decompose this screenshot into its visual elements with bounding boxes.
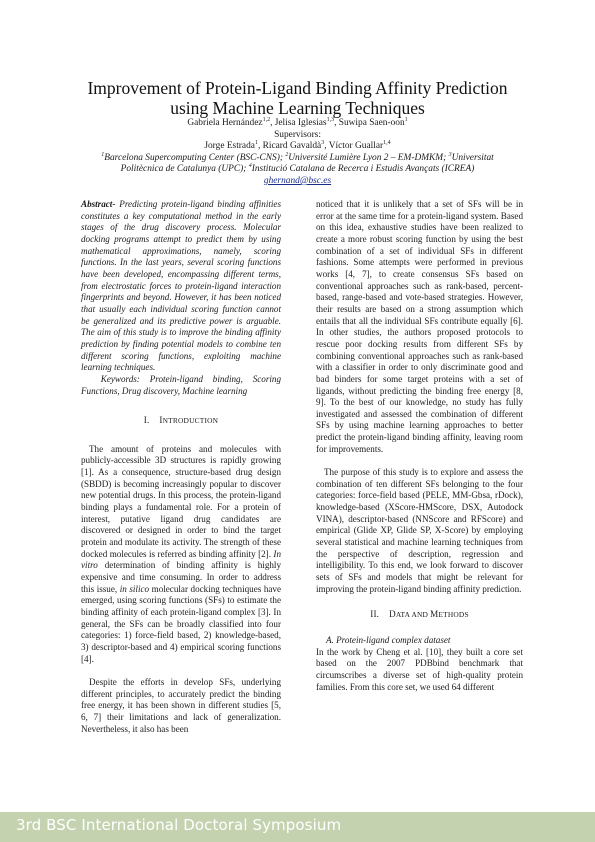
paper-title — [60, 78, 535, 118]
author-sup: 1,3 — [326, 116, 335, 123]
affiliation: Universitat — [451, 152, 494, 163]
text-run: determination of binding affinity is highly expensive and time consuming. In order to address this issue, — [81, 560, 281, 594]
left-column — [81, 199, 281, 747]
intro-paragraph-3: noticed that it is unlikely that a set of SFs will be in error at the same time for a protein-ligand system. Based on this idea, exhaustive studies have been realized to create a more robust scoring function by using the best combination of a set of individual SFs in different fashions. Some attempts were performed in previous works [4, 7], to create consensus SFs based on conventional approaches such as rank-based, percent-based, range-based and vote-based strategies. However, their results are based on a strong assumption which entails that all the individual SFs contribute equally [6]. In other studies, the authors proposed protocols to rescue poor docking results from different SFs by combining conventional approaches such as rank-based with a classifier in order to only discriminate good and bad binders for some target proteins with a set of ligands, without predicting the binding free energy [8, 9]. To the best of our knowledge, no study has fully investigated and assessed the combination of different SFs by using machine learning approaches to better predict the protein-ligand binding affinity, leaving room for improvements. — [316, 199, 523, 454]
abstract-text: Predicting protein-ligand binding affinities constitutes a key computational method in the early stages of the drug discovery process. Molecular docking programs attempt to predict them by using mathematical approximations, namely, scoring functions. In the last years, several scoring functions have been developed, encompassing different terms, from electrostatic forces to protein-ligand interaction fingerprints and beyond. However, it has been noticed that usually each individual scoring function cannot be generalized and its predictive power is arguable. The aim of this study is to improve the binding affinity prediction by finding potential models to combine ten different scoring functions, exploiting machine learning techniques. — [81, 199, 281, 373]
aff-sup: 3 — [448, 151, 452, 158]
intro-paragraph-1 — [81, 444, 281, 665]
supervisor-sup: 1,4 — [383, 140, 391, 147]
supervisor-sup: 1 — [254, 140, 258, 147]
text-run: The amount of proteins and molecules with publicly-accessible 3D structures is rapidly growing [1]. As a consequence, structure-based drug design (SBDD) is becoming increasingly popular to discover new potential drugs. In this process, the protein-ligand binding plays a fundamental role. For a protein of interest, putative ligand drug candidates are discovered or designed in order to bind the target protein and modulate its activity. The strength of these docked molecules is referred as binding affinity [2]. — [81, 443, 281, 559]
aff-sup: 4 — [248, 163, 252, 170]
author-sup: 1 — [404, 116, 408, 123]
author-name: , Suwipa Saen-oon — [334, 118, 405, 128]
aff-sup: 1 — [101, 151, 105, 158]
section-number: II. — [370, 609, 380, 620]
section-title-initial: I — [159, 415, 163, 426]
text-run: molecular docking techniques have emerged, using scoring functions (SFs) to estimate the binding affinity of each protein-ligand complex [3]. In general, the SFs can be broadly classified into four categories: 1) force-field based, 2) knowledge-based, 3) descriptor-based and 4) empirical scoring functions [4]. — [81, 583, 281, 664]
keywords — [81, 374, 281, 397]
methods-paragraph-1: In the work by Cheng et al. [10], they built a core set based on the 2007 PDBbind benchmark that circumscribes a diverse set of high-quality protein families. From this core set, we used 64 different — [316, 646, 523, 692]
affiliation: Barcelona Supercomputing Center (BSC-CNS); — [104, 152, 286, 163]
text-run-italic: In vitro — [81, 548, 281, 571]
author-name: Gabriela Hernández — [187, 118, 263, 128]
author-block — [70, 118, 525, 188]
section-title-initial: M — [430, 609, 439, 620]
subsection-heading: A. Protein-ligand complex dataset — [326, 634, 451, 645]
affiliations-line-2 — [70, 164, 525, 176]
author-sup: 1,2 — [262, 116, 271, 123]
footer-banner — [0, 812, 595, 842]
supervisors-line — [70, 141, 525, 153]
supervisor-name: , Ricard Gavaldà — [257, 141, 322, 152]
affiliation: Université Lumière Lyon 2 – EM-DMKM; — [288, 152, 449, 163]
section-number: I. — [143, 415, 150, 426]
supervisor-sup: 3 — [321, 140, 325, 147]
abstract-label: Abstract- — [81, 199, 116, 209]
intro-paragraph-2: Despite the efforts in develop SFs, underlying different principles, to accurately predict the binding free energy, it has been shown in different studies [5, 6, 7] their limitations and lack of generalization. Nevertheless, it also has been — [81, 676, 281, 734]
right-column — [316, 199, 523, 705]
section-title-rest: NTRODUCTION — [162, 416, 219, 426]
section-title-initial: D — [389, 609, 396, 620]
section-title-rest: ATA AND — [395, 610, 431, 620]
intro-paragraph-4: The purpose of this study is to explore and assess the combination of ten different SFs belonging to the four categories: force-field based (PELE, MM-Gbsa, rDock), knowledge-based (XScore-HMScore, DSX, Autodock VINA), descriptor-based (NNScore and RFScore) and empirical (Glide XP, Glide SP, X-Score) by employing several statistical and machine learning techniques from the perspective of description, regression and intelligibility. To this end, we look forward to discover sets of SFs and models that might be relevant for improving the protein-ligand binding affinity prediction. — [316, 467, 523, 594]
email-link[interactable]: ghernand@bsc.es — [263, 175, 332, 186]
authors-line — [70, 118, 525, 130]
author-name: , Jelisa Iglesias — [270, 118, 327, 128]
section-title-rest: ETHODS — [438, 610, 469, 620]
supervisors-label: Supervisors: — [274, 129, 321, 140]
affiliation: Politècnica de Catalunya (UPC); — [120, 164, 249, 175]
abstract — [81, 199, 281, 374]
supervisor-name: Jorge Estrada — [204, 141, 255, 152]
supervisor-name: , Víctor Guallar — [324, 141, 384, 152]
title-line-2: using Machine Learning Techniques — [170, 98, 425, 118]
affiliation: Institució Catalana de Recerca i Estudis Avançats (ICREA) — [251, 164, 475, 175]
keywords-text: Protein-ligand binding, Scoring Functions, Drug discovery, Machine learning — [81, 373, 281, 396]
section-heading-introduction — [81, 415, 281, 427]
text-run-italic: in silico — [119, 583, 150, 594]
footer-title: 3rd BSC International Doctoral Symposium — [16, 816, 342, 834]
section-heading-data-methods — [316, 609, 523, 621]
aff-sup: 2 — [285, 151, 289, 158]
title-line-1: Improvement of Protein-Ligand Binding Affinity Prediction — [87, 78, 508, 98]
keywords-label: Keywords: — [100, 373, 140, 384]
affiliations-line-1 — [70, 153, 525, 165]
